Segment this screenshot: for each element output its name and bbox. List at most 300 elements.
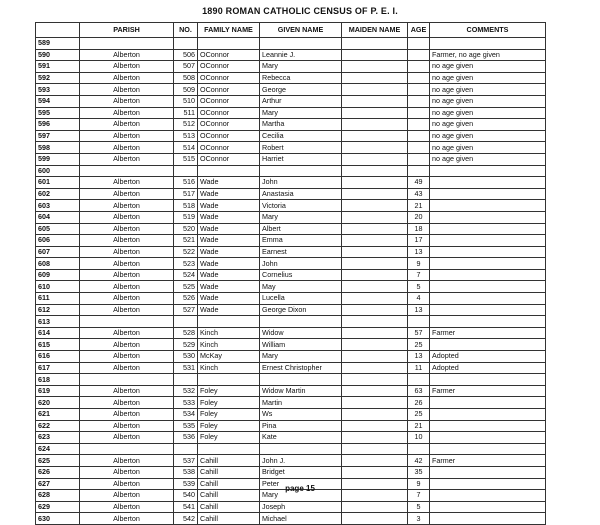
table-row [36,95,546,107]
line-number-cell: 590 [36,49,80,61]
line-number-cell: 611 [36,293,80,305]
table-row [36,432,546,444]
maiden-name-cell [342,466,408,478]
table-row [36,211,546,223]
given-name-cell: Leannie J. [260,49,342,61]
line-number-cell: 627 [36,478,80,490]
table-row [36,443,546,455]
family-name-cell: Cahill [198,490,260,502]
age-cell [408,130,430,142]
table-row [36,362,546,374]
age-cell: 63 [408,385,430,397]
given-name-cell: Martha [260,119,342,131]
parish-cell: Alberton [80,119,174,131]
maiden-name-cell [342,258,408,270]
table-row [36,61,546,73]
parish-cell [80,316,174,328]
table-row [36,420,546,432]
maiden-name-cell [342,385,408,397]
comments-cell [430,293,546,305]
record-number-cell: 524 [174,269,198,281]
age-cell: 21 [408,420,430,432]
given-name-cell: John [260,258,342,270]
family-name-cell: Wade [198,269,260,281]
family-name-cell: Wade [198,177,260,189]
parish-cell: Alberton [80,385,174,397]
table-row [36,130,546,142]
line-number-cell: 623 [36,432,80,444]
comments-cell [430,443,546,455]
record-number-cell [174,316,198,328]
record-number-cell: 528 [174,327,198,339]
comments-cell [430,409,546,421]
maiden-name-cell [342,84,408,96]
maiden-name-cell [342,409,408,421]
given-name-cell: Pina [260,420,342,432]
family-name-cell: OConnor [198,107,260,119]
family-name-cell: Wade [198,200,260,212]
maiden-name-column-header: MAIDEN NAME [342,23,408,38]
line-number-cell: 628 [36,490,80,502]
family-name-cell: Wade [198,235,260,247]
table-row [36,397,546,409]
comments-cell: no age given [430,130,546,142]
family-name-cell: Cahill [198,501,260,513]
family-name-cell [198,443,260,455]
family-name-cell: OConnor [198,84,260,96]
table-row [36,374,546,386]
family-name-cell: Foley [198,397,260,409]
table-row [36,455,546,467]
parish-cell: Alberton [80,211,174,223]
maiden-name-cell [342,327,408,339]
table-row [36,293,546,305]
table-row [36,258,546,270]
given-name-cell: Ernest Christopher [260,362,342,374]
line-number-cell: 621 [36,409,80,421]
parish-cell: Alberton [80,432,174,444]
record-number-cell: 529 [174,339,198,351]
comments-cell [430,281,546,293]
given-name-cell: Martin [260,397,342,409]
maiden-name-cell [342,38,408,50]
line-number-cell: 629 [36,501,80,513]
given-name-cell: Victoria [260,200,342,212]
maiden-name-cell [342,211,408,223]
record-number-cell: 519 [174,211,198,223]
comments-cell [430,397,546,409]
record-number-cell: 508 [174,72,198,84]
table-row [36,153,546,165]
family-name-cell: Wade [198,211,260,223]
age-cell [408,374,430,386]
maiden-name-cell [342,107,408,119]
line-column-header [36,23,80,38]
table-row [36,409,546,421]
family-name-cell: Cahill [198,455,260,467]
given-name-cell: Mary [260,211,342,223]
parish-cell [80,443,174,455]
family-name-cell: Wade [198,281,260,293]
maiden-name-cell [342,142,408,154]
given-name-cell [260,165,342,177]
comments-cell [430,339,546,351]
parish-cell: Alberton [80,246,174,258]
comments-cell: no age given [430,72,546,84]
comments-cell [430,513,546,525]
line-number-cell: 609 [36,269,80,281]
comments-cell: Farmer [430,385,546,397]
page-title: 1890 ROMAN CATHOLIC CENSUS OF P. E. I. [202,6,398,16]
family-name-cell: Wade [198,304,260,316]
given-name-cell: Joseph [260,501,342,513]
maiden-name-cell [342,188,408,200]
age-cell: 26 [408,397,430,409]
parish-cell: Alberton [80,107,174,119]
table-row [36,281,546,293]
line-number-cell: 622 [36,420,80,432]
age-column-header: AGE [408,23,430,38]
family-name-cell: Kinch [198,362,260,374]
comments-column-header: COMMENTS [430,23,546,38]
parish-cell: Alberton [80,223,174,235]
given-name-cell: Harriet [260,153,342,165]
age-cell: 10 [408,432,430,444]
table-row [36,235,546,247]
parish-cell: Alberton [80,490,174,502]
line-number-cell: 592 [36,72,80,84]
comments-cell: no age given [430,95,546,107]
maiden-name-cell [342,130,408,142]
record-number-cell: 527 [174,304,198,316]
given-name-cell: Arthur [260,95,342,107]
comments-cell [430,223,546,235]
maiden-name-cell [342,432,408,444]
comments-cell: Farmer [430,327,546,339]
line-number-cell: 624 [36,443,80,455]
family-name-cell: Wade [198,293,260,305]
family-name-cell: OConnor [198,72,260,84]
record-number-cell [174,38,198,50]
parish-cell: Alberton [80,339,174,351]
comments-cell [430,165,546,177]
comments-cell [430,258,546,270]
family-name-column-header: FAMILY NAME [198,23,260,38]
parish-cell: Alberton [80,501,174,513]
line-number-cell: 602 [36,188,80,200]
age-cell: 4 [408,293,430,305]
age-cell: 43 [408,188,430,200]
family-name-cell: Wade [198,258,260,270]
given-name-cell: George Dixon [260,304,342,316]
record-number-cell [174,374,198,386]
record-number-cell: 542 [174,513,198,525]
family-name-cell: Kinch [198,327,260,339]
family-name-cell [198,374,260,386]
line-number-cell: 608 [36,258,80,270]
record-number-cell: 521 [174,235,198,247]
maiden-name-cell [342,246,408,258]
comments-cell [430,246,546,258]
comments-cell: no age given [430,84,546,96]
parish-cell: Alberton [80,478,174,490]
parish-cell: Alberton [80,153,174,165]
line-number-cell: 630 [36,513,80,525]
line-number-cell: 595 [36,107,80,119]
comments-cell [430,200,546,212]
comments-cell: Farmer, no age given [430,49,546,61]
comments-cell [430,420,546,432]
table-row [36,246,546,258]
given-name-cell: Mary [260,351,342,363]
table-row [36,72,546,84]
line-number-cell: 610 [36,281,80,293]
age-cell: 25 [408,339,430,351]
record-number-cell: 533 [174,397,198,409]
line-number-cell: 594 [36,95,80,107]
given-name-cell: Widow Martin [260,385,342,397]
line-number-cell: 605 [36,223,80,235]
table-row [36,316,546,328]
record-number-cell: 514 [174,142,198,154]
age-cell: 20 [408,211,430,223]
line-number-cell: 625 [36,455,80,467]
given-name-cell [260,316,342,328]
family-name-cell: Wade [198,188,260,200]
line-number-cell: 597 [36,130,80,142]
parish-cell: Alberton [80,420,174,432]
record-number-cell: 536 [174,432,198,444]
given-name-cell: May [260,281,342,293]
given-name-cell: Michael [260,513,342,525]
family-name-cell: Kinch [198,339,260,351]
table-row [36,269,546,281]
maiden-name-cell [342,72,408,84]
family-name-cell [198,316,260,328]
line-number-cell: 601 [36,177,80,189]
family-name-cell: Cahill [198,466,260,478]
parish-cell: Alberton [80,130,174,142]
line-number-cell: 606 [36,235,80,247]
line-number-cell: 612 [36,304,80,316]
census-table [35,22,546,525]
given-name-cell: Albert [260,223,342,235]
given-name-cell: Mary [260,61,342,73]
comments-cell [430,177,546,189]
family-name-cell: OConnor [198,119,260,131]
age-cell: 57 [408,327,430,339]
parish-cell: Alberton [80,49,174,61]
age-cell: 9 [408,258,430,270]
maiden-name-cell [342,513,408,525]
parish-cell: Alberton [80,409,174,421]
record-number-cell: 518 [174,200,198,212]
age-cell: 42 [408,455,430,467]
record-number-cell: 526 [174,293,198,305]
record-number-cell: 523 [174,258,198,270]
maiden-name-cell [342,269,408,281]
maiden-name-cell [342,420,408,432]
parish-cell: Alberton [80,84,174,96]
given-name-cell: Cornelius [260,269,342,281]
line-number-cell: 593 [36,84,80,96]
comments-cell [430,38,546,50]
maiden-name-cell [342,281,408,293]
family-name-cell: Foley [198,420,260,432]
line-number-cell: 591 [36,61,80,73]
age-cell: 49 [408,177,430,189]
line-number-cell: 596 [36,119,80,131]
line-number-cell: 589 [36,38,80,50]
record-number-cell: 534 [174,409,198,421]
given-name-column-header: GIVEN NAME [260,23,342,38]
record-number-cell: 512 [174,119,198,131]
parish-cell [80,374,174,386]
table-row [36,142,546,154]
line-number-cell: 603 [36,200,80,212]
family-name-cell: OConnor [198,61,260,73]
header-row [36,23,546,38]
record-number-cell: 517 [174,188,198,200]
line-number-cell: 613 [36,316,80,328]
line-number-cell: 604 [36,211,80,223]
comments-cell: Farmer [430,455,546,467]
record-number-cell: 509 [174,84,198,96]
family-name-cell: McKay [198,351,260,363]
comments-cell [430,188,546,200]
age-cell: 17 [408,235,430,247]
given-name-cell [260,443,342,455]
given-name-cell: John J. [260,455,342,467]
given-name-cell: Kate [260,432,342,444]
parish-cell: Alberton [80,281,174,293]
given-name-cell: Lucella [260,293,342,305]
family-name-cell: OConnor [198,153,260,165]
age-cell [408,72,430,84]
maiden-name-cell [342,235,408,247]
comments-cell [430,269,546,281]
parish-cell [80,165,174,177]
family-name-cell [198,165,260,177]
record-number-cell [174,443,198,455]
age-cell [408,107,430,119]
family-name-cell [198,38,260,50]
table-row [36,119,546,131]
record-number-cell: 532 [174,385,198,397]
maiden-name-cell [342,223,408,235]
maiden-name-cell [342,49,408,61]
maiden-name-cell [342,177,408,189]
maiden-name-cell [342,119,408,131]
given-name-cell: Anastasia [260,188,342,200]
age-cell [408,119,430,131]
table-row [36,107,546,119]
age-cell [408,443,430,455]
table-row [36,466,546,478]
parish-cell: Alberton [80,269,174,281]
comments-cell: no age given [430,119,546,131]
record-number-cell: 525 [174,281,198,293]
record-number-cell: 537 [174,455,198,467]
age-cell [408,165,430,177]
maiden-name-cell [342,293,408,305]
age-cell: 3 [408,513,430,525]
comments-cell: no age given [430,142,546,154]
table-row [36,223,546,235]
table-row [36,165,546,177]
parish-cell: Alberton [80,362,174,374]
given-name-cell: Ws [260,409,342,421]
record-number-cell: 520 [174,223,198,235]
age-cell: 5 [408,501,430,513]
line-number-cell: 607 [36,246,80,258]
maiden-name-cell [342,304,408,316]
number-column-header: NO. [174,23,198,38]
maiden-name-cell [342,339,408,351]
given-name-cell [260,38,342,50]
record-number-cell: 541 [174,501,198,513]
parish-cell: Alberton [80,72,174,84]
comments-cell [430,316,546,328]
family-name-cell: Foley [198,385,260,397]
family-name-cell: OConnor [198,49,260,61]
family-name-cell: Cahill [198,513,260,525]
parish-cell: Alberton [80,258,174,270]
parish-cell: Alberton [80,200,174,212]
record-number-cell: 515 [174,153,198,165]
maiden-name-cell [342,455,408,467]
family-name-cell: Wade [198,223,260,235]
line-number-cell: 618 [36,374,80,386]
given-name-cell: John [260,177,342,189]
age-cell: 35 [408,466,430,478]
comments-cell: Adopted [430,351,546,363]
line-number-cell: 626 [36,466,80,478]
parish-cell: Alberton [80,188,174,200]
parish-cell: Alberton [80,466,174,478]
table-row [36,188,546,200]
parish-cell: Alberton [80,95,174,107]
line-number-cell: 600 [36,165,80,177]
record-number-cell: 538 [174,466,198,478]
maiden-name-cell [342,316,408,328]
maiden-name-cell [342,95,408,107]
parish-cell: Alberton [80,177,174,189]
family-name-cell: Foley [198,432,260,444]
record-number-cell [174,165,198,177]
maiden-name-cell [342,61,408,73]
maiden-name-cell [342,397,408,409]
record-number-cell: 507 [174,61,198,73]
comments-cell: no age given [430,153,546,165]
parish-cell: Alberton [80,61,174,73]
maiden-name-cell [342,165,408,177]
age-cell: 25 [408,409,430,421]
family-name-cell: OConnor [198,95,260,107]
age-cell: 7 [408,269,430,281]
page-number: page 15 [285,484,315,493]
given-name-cell: Rebecca [260,72,342,84]
parish-cell: Alberton [80,397,174,409]
comments-cell [430,466,546,478]
parish-cell: Alberton [80,304,174,316]
age-cell [408,84,430,96]
census-body [36,38,546,525]
age-cell: 13 [408,246,430,258]
given-name-cell: Earnest [260,246,342,258]
line-number-cell: 619 [36,385,80,397]
table-row [36,327,546,339]
